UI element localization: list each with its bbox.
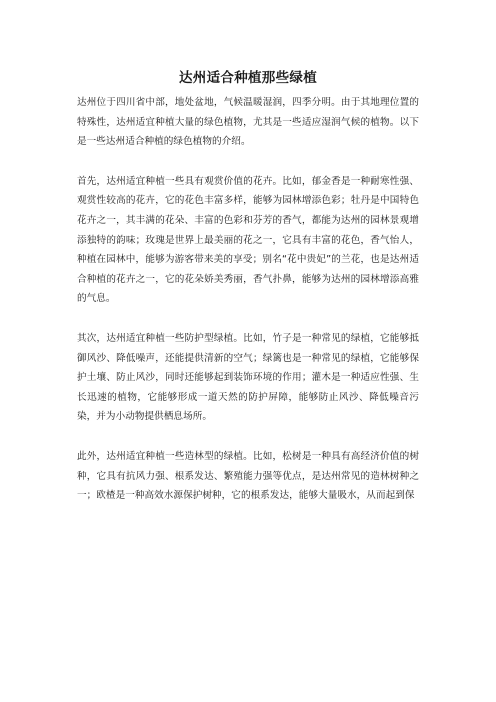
document-title: 达州适合种植那些绿植 bbox=[179, 70, 317, 86]
paragraph-afforestation: 此外，达州适宜种植一些造林型的绿植。比如，松树是一种具有高经济价值的树种，它具有抗风力强、根系发达、繁殖能力强等优点，是达州常见的造林树种之一；欧楂是一种高效水源保护树种，它的根系发达，能够大量吸水，从而起到保 bbox=[77, 450, 419, 502]
paragraph-protective-plants: 其次，达州适宜种植一些防护型绿植。比如，竹子是一种常见的绿植，它能够抵御风沙、降低噪声，还能提供清新的空气；绿篱也是一种常见的绿植，它能够保护土壤、防止风沙，同时还能够起到装饰环境的作用；灌木是一种适应性强、生长迅速的植物，它能够形成一道天然的防护屏障，能够防止风沙、降低噪音污染，并为小动物提供栖息场所。 bbox=[77, 332, 419, 423]
paragraph-intro: 达州位于四川省中部，地处盆地，气候温暖湿润，四季分明。由于其地理位置的特殊性，达州适宜种植大量的绿色植物，尤其是一些适应湿润气候的植物。以下是一些达州适合种植的绿色植物的介绍。 bbox=[77, 97, 419, 148]
paragraph-flowers: 首先，达州适宜种植一些具有观赏价值的花卉。比如，郁金香是一种耐寒性强、观赏性较高的花卉，它的花色丰富多样，能够为园林增添色彩；牡丹是中国特色花卉之一，其丰满的花朵、丰富的色彩和芬芳的香气，都能为达州的园林景观增添独特的韵味；玫瑰是世界上最美丽的花之一，它具有丰富的花色，香气怡人，种植在园林中，能够为游客带来美的享受；别名“花中贵妃”的兰花，也是达州适合种植的花卉之一，它的花朵娇美秀丽，香气扑鼻，能够为达州的园林增添高雅的气息。 bbox=[77, 175, 419, 305]
